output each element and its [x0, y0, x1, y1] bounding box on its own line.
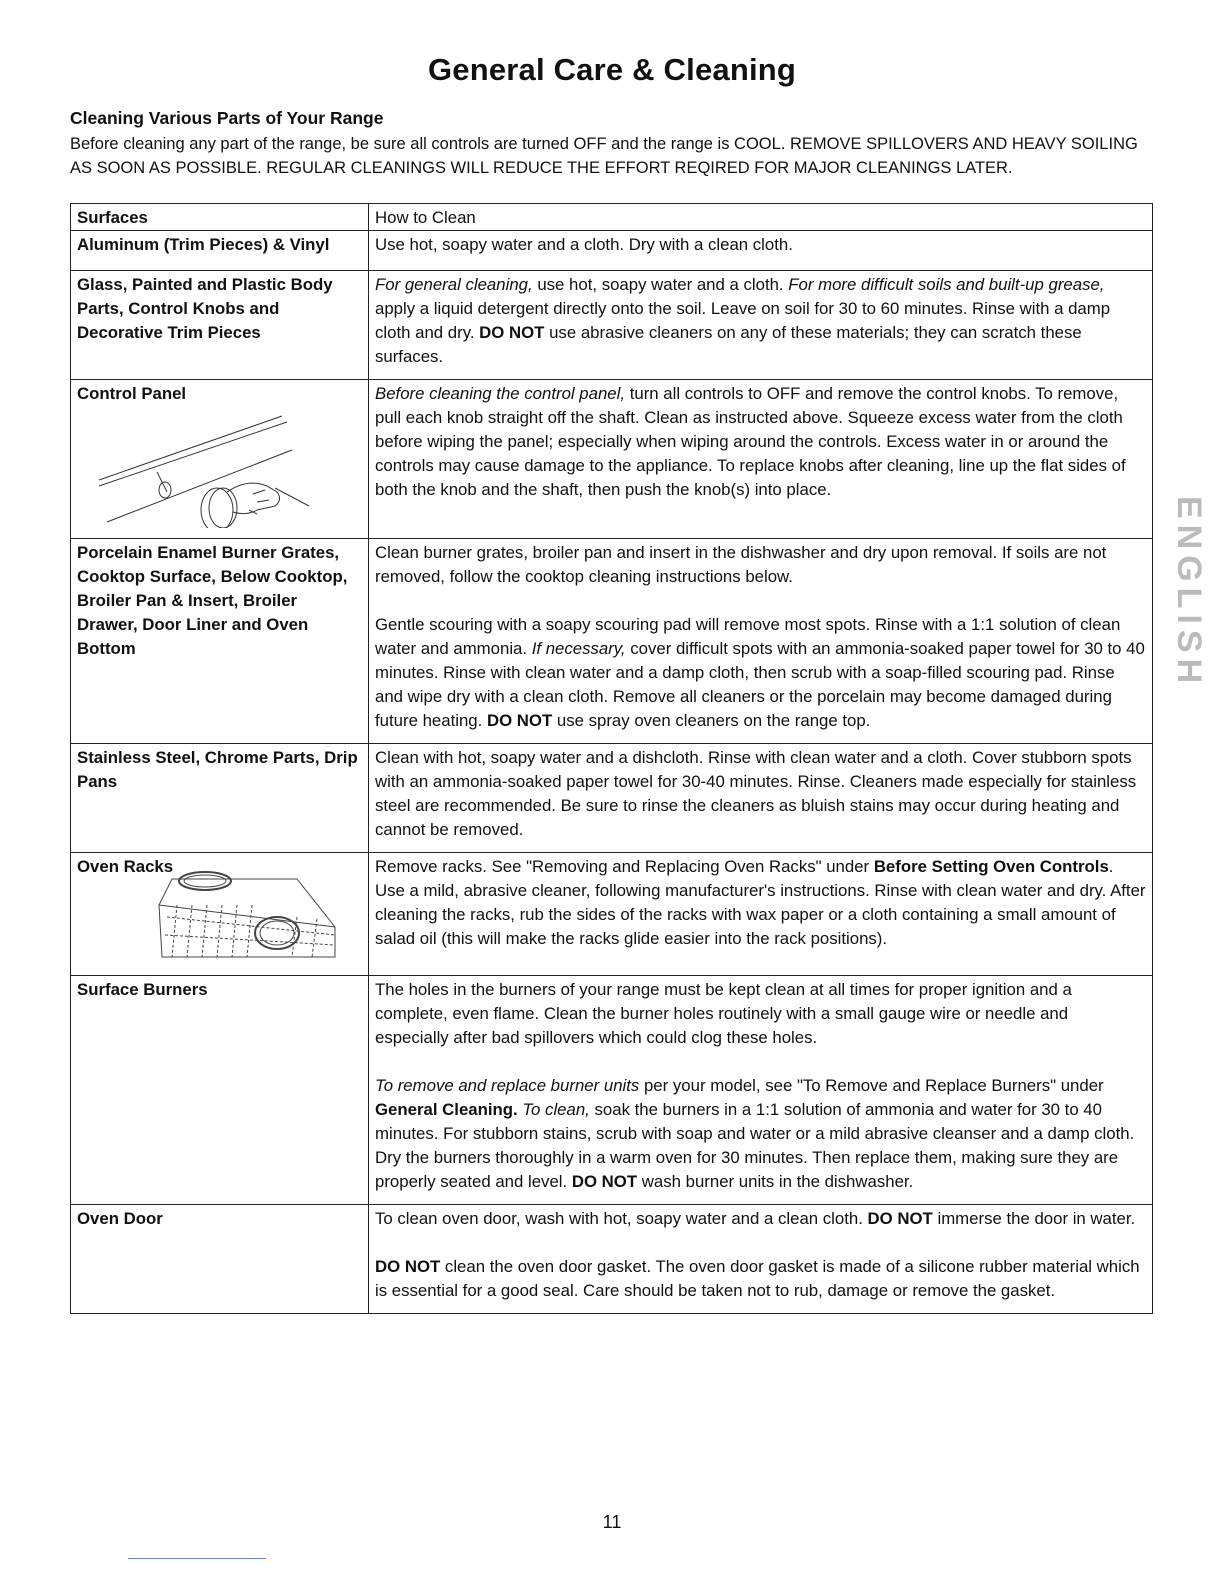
- body-text: Gentle scouring with a soapy scouring pad will remove most spots. Rinse with a 1:1 solution of clean water and ammonia.: [375, 615, 1121, 658]
- warning-text: DO NOT: [867, 1209, 933, 1228]
- body-text: use spray oven cleaners on the range top.: [552, 711, 871, 730]
- emphasis-text: For more difficult soils and built-up grease,: [788, 275, 1105, 294]
- paragraph: [375, 613, 1146, 733]
- emphasis-text: Before cleaning the control panel,: [375, 384, 626, 403]
- surface-cell: [71, 380, 369, 539]
- surface-label: Oven Racks: [77, 857, 174, 876]
- how-cell: Clean with hot, soapy water and a dishcloth. Rinse with clean water and a cloth. Cover stubborn spots with an ammonia-soaked paper towel for 30-40 minutes. Rinse. Cleaners made especially for stainless steel are recommended. Be sure to rinse the cleaners as bluish stains may occur during heating and cannot be removed.: [369, 744, 1153, 853]
- footer-rule: [128, 1558, 266, 1559]
- column-header-surfaces: Surfaces: [71, 204, 369, 231]
- cleaning-table: [70, 203, 1153, 1314]
- page-title: General Care & Cleaning: [427, 52, 797, 87]
- how-cell: [369, 976, 1153, 1205]
- body-text: use abrasive cleaners on any of these materials; they can scratch these surfaces.: [375, 323, 1082, 366]
- body-text: turn all controls to OFF and remove the control knobs. To remove, pull each knob straight off the shaft. Clean as instructed above. Squeeze excess water from the cloth before wiping the panel; especially when wiping around the controls. Excess water in or around the controls may cause damage to the appliance. To replace knobs after cleaning, line up the flat sides of both the knob and the shaft, then push the knob(s) into place.: [375, 384, 1126, 499]
- paragraph: [375, 1255, 1146, 1303]
- warning-text: DO NOT: [486, 711, 553, 730]
- body-text: apply a liquid detergent directly onto the soil. Leave on soil for 30 to 60 minutes. Rinse with a damp cloth and dry.: [375, 299, 1111, 342]
- intro-paragraph: Before cleaning any part of the range, be sure all controls are turned OFF and the range is COOL. REMOVE SPILLOVERS AND HEAVY SOILING AS SOON AS POSSIBLE. REGULAR CLEANINGS WILL REDUCE THE EFFORT REQIRED FOR MAJOR CLEANINGS LATER.: [70, 135, 1138, 177]
- warning-text: DO NOT: [571, 1172, 638, 1191]
- paragraph: Clean burner grates, broiler pan and insert in the dishwasher and dry upon removal. If soils are not removed, follow the cooktop cleaning instructions below.: [375, 543, 1107, 586]
- table-row: [71, 853, 1153, 976]
- section-heading: Cleaning Various Parts of Your Range: [70, 108, 384, 128]
- oven-rack-illustration: [77, 865, 337, 965]
- warning-text: DO NOT: [479, 323, 545, 342]
- body-text: wash burner units in the dishwasher.: [637, 1172, 914, 1191]
- how-cell: [369, 539, 1153, 744]
- table-row: [71, 539, 1153, 744]
- body-text: clean the oven door gasket. The oven door gasket is made of a silicone rubber material which is essential for a good seal. Care should be taken not to rub, damage or remove the gasket.: [375, 1257, 1140, 1300]
- table-header-row: [71, 204, 1153, 231]
- table-row: [71, 1205, 1153, 1314]
- surface-cell: Aluminum (Trim Pieces) & Vinyl: [71, 231, 369, 271]
- surface-cell: Glass, Painted and Plastic Body Parts, Control Knobs and Decorative Trim Pieces: [71, 271, 369, 380]
- body-text: To clean oven door, wash with hot, soapy water and a clean cloth.: [375, 1209, 868, 1228]
- paragraph: The holes in the burners of your range must be kept clean at all times for proper ignition and a complete, even flame. Clean the burner holes routinely with a small gauge wire or needle and especially after bad spillovers which could clog these holes.: [375, 980, 1072, 1047]
- table-row: [71, 231, 1153, 271]
- surface-cell: Stainless Steel, Chrome Parts, Drip Pans: [71, 744, 369, 853]
- body-text: Remove racks. See "Removing and Replacing Oven Racks" under: [375, 857, 874, 876]
- table-row: [71, 744, 1153, 853]
- table-row: [71, 380, 1153, 539]
- how-cell: [369, 271, 1153, 380]
- how-cell: [369, 853, 1153, 976]
- body-text: use hot, soapy water and a cloth.: [532, 275, 789, 294]
- surface-cell: Oven Door: [71, 1205, 369, 1314]
- surface-cell: Porcelain Enamel Burner Grates, Cooktop Surface, Below Cooktop, Broiler Pan & Insert, Broiler Drawer, Door Liner and Oven Bottom: [71, 539, 369, 744]
- how-cell: [369, 380, 1153, 539]
- language-label: ENGLISH: [1170, 496, 1208, 690]
- body-text: soak the burners in a 1:1 solution of ammonia and water for 30 to 40 minutes. For stubborn stains, scrub with soap and water or a mild abrasive cleanser and a damp cloth. Dry the burners thoroughly in a warm oven for 30 minutes. Then replace them, making sure they are properly seated and level.: [375, 1100, 1135, 1191]
- body-text: cover difficult spots with an ammonia-soaked paper towel for 30 to 40 minutes. Rinse with clean water and a damp cloth, then scrub with a soap-filled scouring pad. Rinse and wipe dry with a clean cloth. Remove all cleaners or the porcelain may become damaged during future heating.: [375, 639, 1145, 730]
- paragraph: [375, 1207, 1146, 1231]
- page-number: 11: [602, 1512, 622, 1532]
- surface-cell: [71, 853, 369, 976]
- column-header-how-to-clean: How to Clean: [369, 204, 1153, 231]
- reference-text: Before Setting Oven Controls: [873, 857, 1109, 876]
- body-text: immerse the door in water.: [932, 1209, 1136, 1228]
- emphasis-text: To clean,: [517, 1100, 590, 1119]
- body-text: per your model, see "To Remove and Replace Burners" under: [639, 1076, 1104, 1095]
- how-cell: [369, 1205, 1153, 1314]
- surface-label: Control Panel: [77, 384, 187, 403]
- emphasis-text: To remove and replace burner units: [375, 1076, 640, 1095]
- control-knob-illustration: [77, 410, 317, 528]
- table-row: [71, 271, 1153, 380]
- emphasis-text: If necessary,: [531, 639, 626, 658]
- table-row: [71, 976, 1153, 1205]
- reference-text: General Cleaning.: [375, 1100, 518, 1119]
- language-side-tab: [1160, 488, 1220, 690]
- surface-cell: Surface Burners: [71, 976, 369, 1205]
- emphasis-text: For general cleaning,: [375, 275, 533, 294]
- warning-text: DO NOT: [375, 1257, 441, 1276]
- paragraph: [375, 1074, 1146, 1194]
- body-text: . Use a mild, abrasive cleaner, following manufacturer's instructions. Rinse with clean water and dry. After cleaning the racks, rub the sides of the racks with wax paper or a cloth containing a small amount of salad oil (this will make the racks glide easier into the rack positions).: [375, 857, 1146, 948]
- how-cell: Use hot, soapy water and a cloth. Dry with a clean cloth.: [369, 231, 1153, 271]
